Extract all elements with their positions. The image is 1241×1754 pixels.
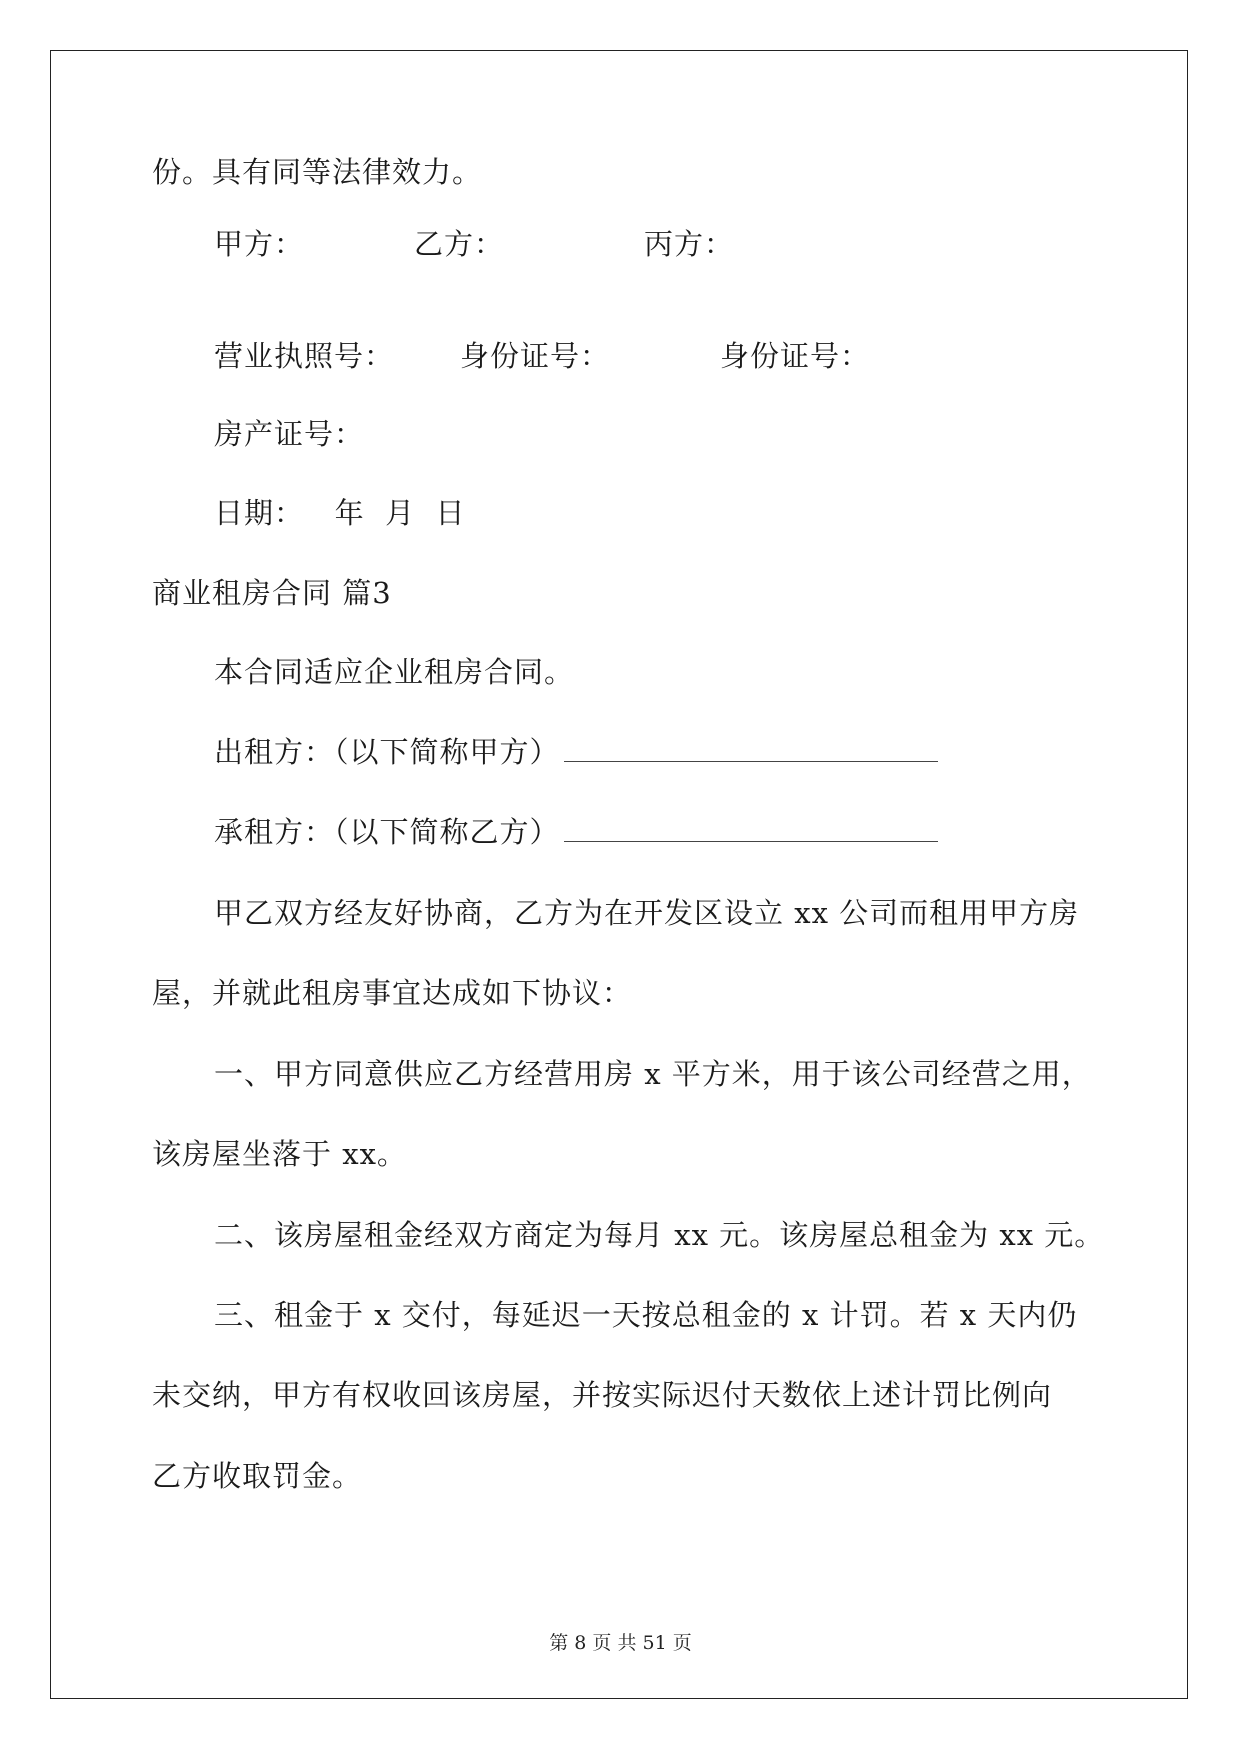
clause3-line-3: 乙方收取罚金。 xyxy=(152,1459,363,1493)
lessor-label: 出租方：（以下简称甲方） xyxy=(214,735,560,769)
continuation-text: 份。具有同等法律效力。 xyxy=(152,155,483,189)
clause3-line-2: 未交纳，甲方有权收回该房屋，并按实际迟付天数依上述计罚比例向 xyxy=(152,1378,1053,1412)
property-cert-label: 房产证号： xyxy=(214,417,365,451)
lessee-blank xyxy=(564,817,938,842)
intro-text: 本合同适应企业租房合同。 xyxy=(214,655,575,689)
clause1-line-1: 一、甲方同意供应乙方经营用房 x 平方米，用于该公司经营之用， xyxy=(214,1057,1092,1091)
clause2-line: 二、该房屋租金经双方商定为每月 xx 元。该房屋总租金为 xx 元。 xyxy=(214,1218,1105,1252)
preamble-line-1: 甲乙双方经友好协商，乙方为在开发区设立 xx 公司而租用甲方房 xyxy=(214,896,1080,930)
lessee-line xyxy=(214,812,938,852)
clause1-line-2: 该房屋坐落于 xx。 xyxy=(152,1137,407,1171)
page-border xyxy=(50,50,1188,1699)
party-c-label: 丙方： xyxy=(644,227,735,261)
id-number-label-c: 身份证号： xyxy=(720,339,871,373)
business-license-label: 营业执照号： xyxy=(214,339,395,373)
lessor-line xyxy=(214,732,938,772)
section-title: 商业租房合同 篇3 xyxy=(152,576,392,610)
page-number-footer: 第 8 页 共 51 页 xyxy=(549,1632,692,1654)
preamble-line-2: 屋，并就此租房事宜达成如下协议： xyxy=(152,976,633,1010)
party-b-label: 乙方： xyxy=(414,227,505,261)
lessee-label: 承租方：（以下简称乙方） xyxy=(214,815,560,849)
id-number-label-b: 身份证号： xyxy=(460,339,611,373)
date-label: 日期： 年 月 日 xyxy=(214,496,466,530)
lessor-blank xyxy=(564,737,938,762)
party-a-label: 甲方： xyxy=(214,227,305,261)
clause3-line-1: 三、租金于 x 交付，每延迟一天按总租金的 x 计罚。若 x 天内仍 xyxy=(214,1298,1078,1332)
